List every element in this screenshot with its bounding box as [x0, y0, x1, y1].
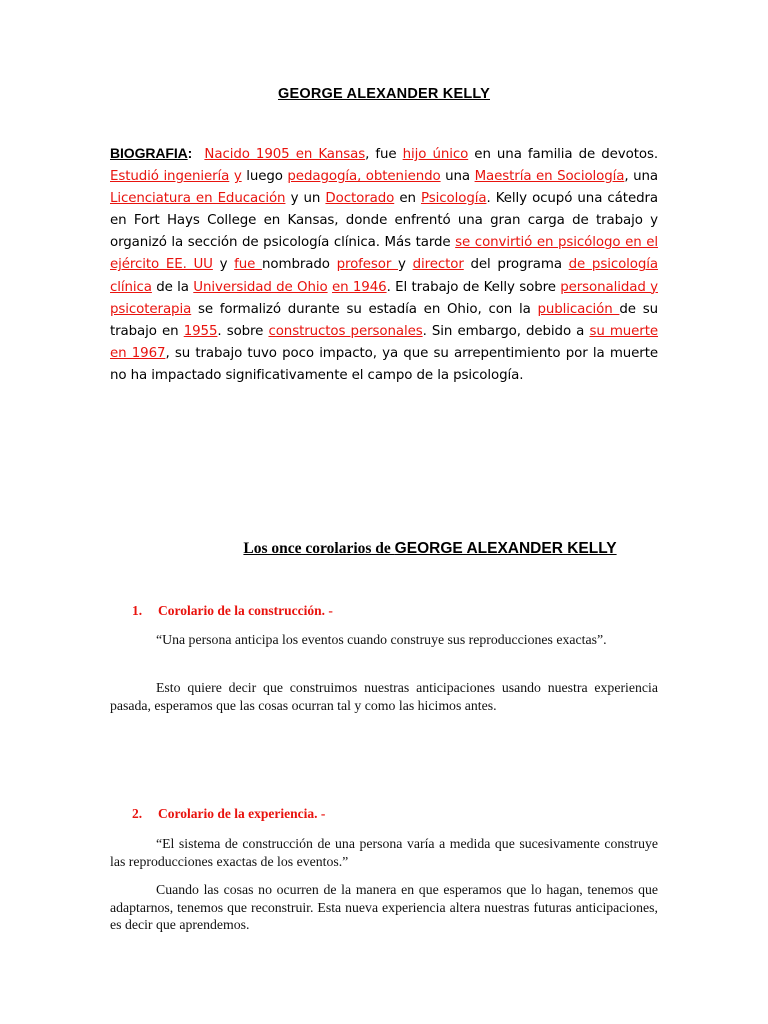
- biography-link[interactable]: fue: [234, 257, 263, 273]
- biography-link[interactable]: hijo único: [402, 147, 469, 162]
- section-title-prefix: Los once corolarios de: [243, 540, 395, 557]
- biography-link[interactable]: pedagogía, obteniendo: [287, 169, 441, 185]
- biography-link[interactable]: Estudió ingeniería: [110, 169, 230, 185]
- biography-link[interactable]: publicación: [537, 301, 620, 317]
- biography-text: . sobre: [217, 323, 269, 339]
- biography-link[interactable]: director: [412, 257, 464, 273]
- biography-text: de su trabajo en: [110, 301, 658, 339]
- corolario-2-title: Corolario de la experiencia. -: [158, 806, 326, 821]
- corolario-1-quote: “Una persona anticipa los eventos cuando construye sus reproducciones exactas”.: [156, 632, 607, 647]
- corolario-1-heading: [132, 603, 333, 619]
- biography-link[interactable]: personalidad y psicoterapia: [110, 279, 658, 317]
- biography-link[interactable]: se convirtió en psicólogo en el ejército EE. UU: [110, 235, 658, 273]
- biography-text: . Sin embargo, debido a: [422, 323, 590, 339]
- corolario-2-quote: “El sistema de construcción de una persona varía a medida que sucesivamente construye las reproducciones exactas de los eventos.”: [110, 836, 658, 869]
- corolario-1-number: 1.: [132, 603, 143, 618]
- biography-text: nombrado: [262, 257, 337, 273]
- biography-link[interactable]: Doctorado: [325, 191, 395, 207]
- corolario-1-title: Corolario de la construcción. -: [158, 603, 333, 618]
- biography-text: . El trabajo de Kelly sobre: [386, 279, 561, 295]
- biography-link[interactable]: Licenciatura en Educación: [110, 191, 286, 207]
- biography-paragraph: [110, 142, 658, 387]
- biography-text: se formalizó durante su estadía en Ohio, con la: [191, 301, 538, 317]
- biography-text: y: [398, 257, 413, 273]
- biography-link[interactable]: 1955: [183, 323, 218, 339]
- biography-link[interactable]: Maestría en Sociología: [474, 169, 625, 185]
- biography-text: del programa: [463, 257, 569, 273]
- biography-text: y un: [285, 191, 326, 207]
- biography-text: y: [212, 257, 235, 273]
- biography-link[interactable]: su muerte en 1967: [110, 323, 659, 361]
- page-title: GEORGE ALEXANDER KELLY: [278, 86, 490, 102]
- biography-link[interactable]: Nacido 1905 en Kansas: [204, 147, 366, 162]
- biography-link[interactable]: de psicología clínica: [110, 257, 659, 295]
- biography-text: luego: [241, 169, 288, 185]
- biography-text: en una familia de devotos.: [468, 147, 658, 162]
- biography-text: de la: [151, 279, 194, 295]
- biography-label-colon: :: [187, 145, 193, 161]
- section-title-name: GEORGE ALEXANDER KELLY: [394, 540, 617, 557]
- biography-link[interactable]: y: [233, 169, 242, 185]
- corolario-2-explanation: Cuando las cosas no ocurren de la manera en que esperamos que lo hagan, tenemos que adaptarnos, tenemos que reconstruir. Esta nueva experiencia altera nuestras futuras anticipaciones, es decir que aprendemos.: [110, 882, 658, 933]
- corolario-2-heading: [132, 806, 325, 822]
- section-title: [110, 540, 750, 558]
- biography-text: en: [394, 191, 422, 207]
- biography-link[interactable]: Psicología: [421, 191, 487, 207]
- biography-body: [110, 147, 658, 383]
- biography-text: , fue: [365, 147, 403, 162]
- biography-link[interactable]: Universidad de Ohio: [193, 279, 328, 295]
- biography-text: , su trabajo tuvo poco impacto, ya que su arrepentimiento por la muerte no ha impactado significativamente el campo de la psicología.: [110, 345, 658, 383]
- corolario-1-explanation: Esto quiere decir que construimos nuestras anticipaciones usando nuestra experiencia pasada, esperamos que las cosas ocurran tal y como las hicimos antes.: [110, 680, 658, 713]
- biography-link[interactable]: en 1946: [331, 279, 387, 295]
- biography-link[interactable]: profesor: [336, 257, 399, 273]
- biography-link[interactable]: constructos personales: [268, 323, 423, 339]
- biography-text: una: [440, 169, 475, 185]
- corolario-2-number: 2.: [132, 806, 143, 821]
- biography-text: . Kelly ocupó una cátedra en Fort Hays College en Kansas, donde enfrentó una gran carga de trabajo y organizó la sección de psicología clínica. Más tarde: [110, 191, 658, 251]
- biography-label: BIOGRAFIA: [110, 145, 188, 161]
- biography-text: , una: [624, 169, 658, 185]
